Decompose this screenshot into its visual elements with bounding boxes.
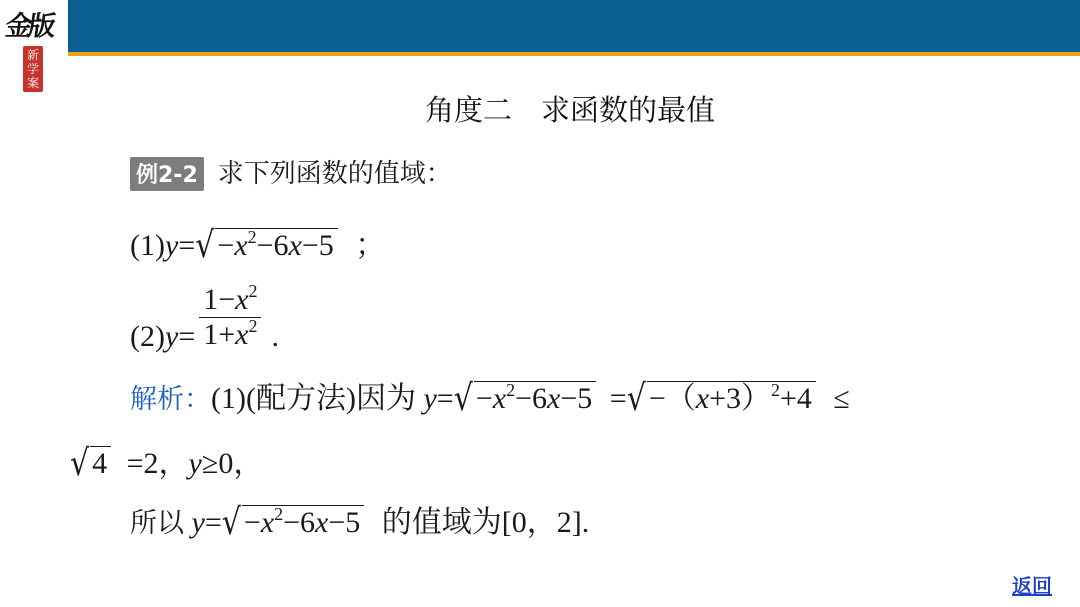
solution-geq: ≥0， bbox=[201, 447, 264, 480]
q1-end: ； bbox=[355, 229, 386, 262]
q2-fraction: $\frac{1-x^2}{1+x^2}$ bbox=[199, 283, 261, 352]
solution-eq-2: = bbox=[609, 382, 627, 415]
q2-eq: = bbox=[178, 320, 196, 354]
q2-end: . bbox=[271, 320, 279, 354]
q2-prefix: (2) bbox=[130, 320, 165, 354]
q1-prefix: (1) bbox=[130, 229, 165, 262]
header-bar bbox=[68, 0, 1080, 52]
q2-var: y bbox=[164, 320, 179, 354]
q1-var: y bbox=[164, 229, 179, 262]
solution-eq-1: = bbox=[436, 382, 454, 415]
solution-line-1 bbox=[130, 373, 850, 420]
solution-sqrt-3: √ 4 bbox=[70, 446, 111, 482]
solution-sqrt-4: √ $-x^2-6x-5$ bbox=[222, 505, 365, 541]
solution-end-3: 的值域为[0，2]. bbox=[381, 506, 590, 539]
solution-leq: ≤ bbox=[833, 382, 850, 415]
solution-sqrt-2: √ $-(x+3)^2+4$ bbox=[627, 381, 816, 417]
logo bbox=[4, 2, 66, 96]
solution-text-1: (1)(配方法)因为 bbox=[211, 382, 416, 415]
solution-var-3: y bbox=[191, 506, 205, 539]
q1-sqrt: √ $-x^2-6x-5$ bbox=[195, 228, 338, 264]
page-title: 角度二 求函数的最值 bbox=[424, 93, 715, 127]
solution-sqrt-1: √ $-x^2-6x-5$ bbox=[454, 381, 597, 417]
logo-seal: 新学案 bbox=[23, 46, 43, 92]
solution-label: 解析： bbox=[130, 384, 211, 415]
example-label: 例2-2 bbox=[130, 157, 204, 191]
solution-line-3 bbox=[130, 497, 590, 544]
solution-var-2: y bbox=[188, 447, 202, 480]
example-line bbox=[130, 153, 452, 191]
solution-eq-3: = bbox=[204, 506, 222, 539]
header-accent-line bbox=[68, 52, 1080, 56]
question-1 bbox=[130, 220, 386, 267]
back-link[interactable]: 返回 bbox=[1012, 574, 1052, 598]
example-prompt: 求下列函数的值域： bbox=[217, 159, 452, 189]
q1-eq: = bbox=[178, 229, 196, 262]
question-2 bbox=[130, 283, 279, 354]
solution-var-1: y bbox=[423, 382, 437, 415]
solution-line-2 bbox=[70, 438, 264, 485]
logo-text: 金版 bbox=[3, 11, 54, 42]
solution-text-3: 所以 bbox=[130, 508, 184, 539]
solution-text-2: =2， bbox=[126, 447, 189, 480]
